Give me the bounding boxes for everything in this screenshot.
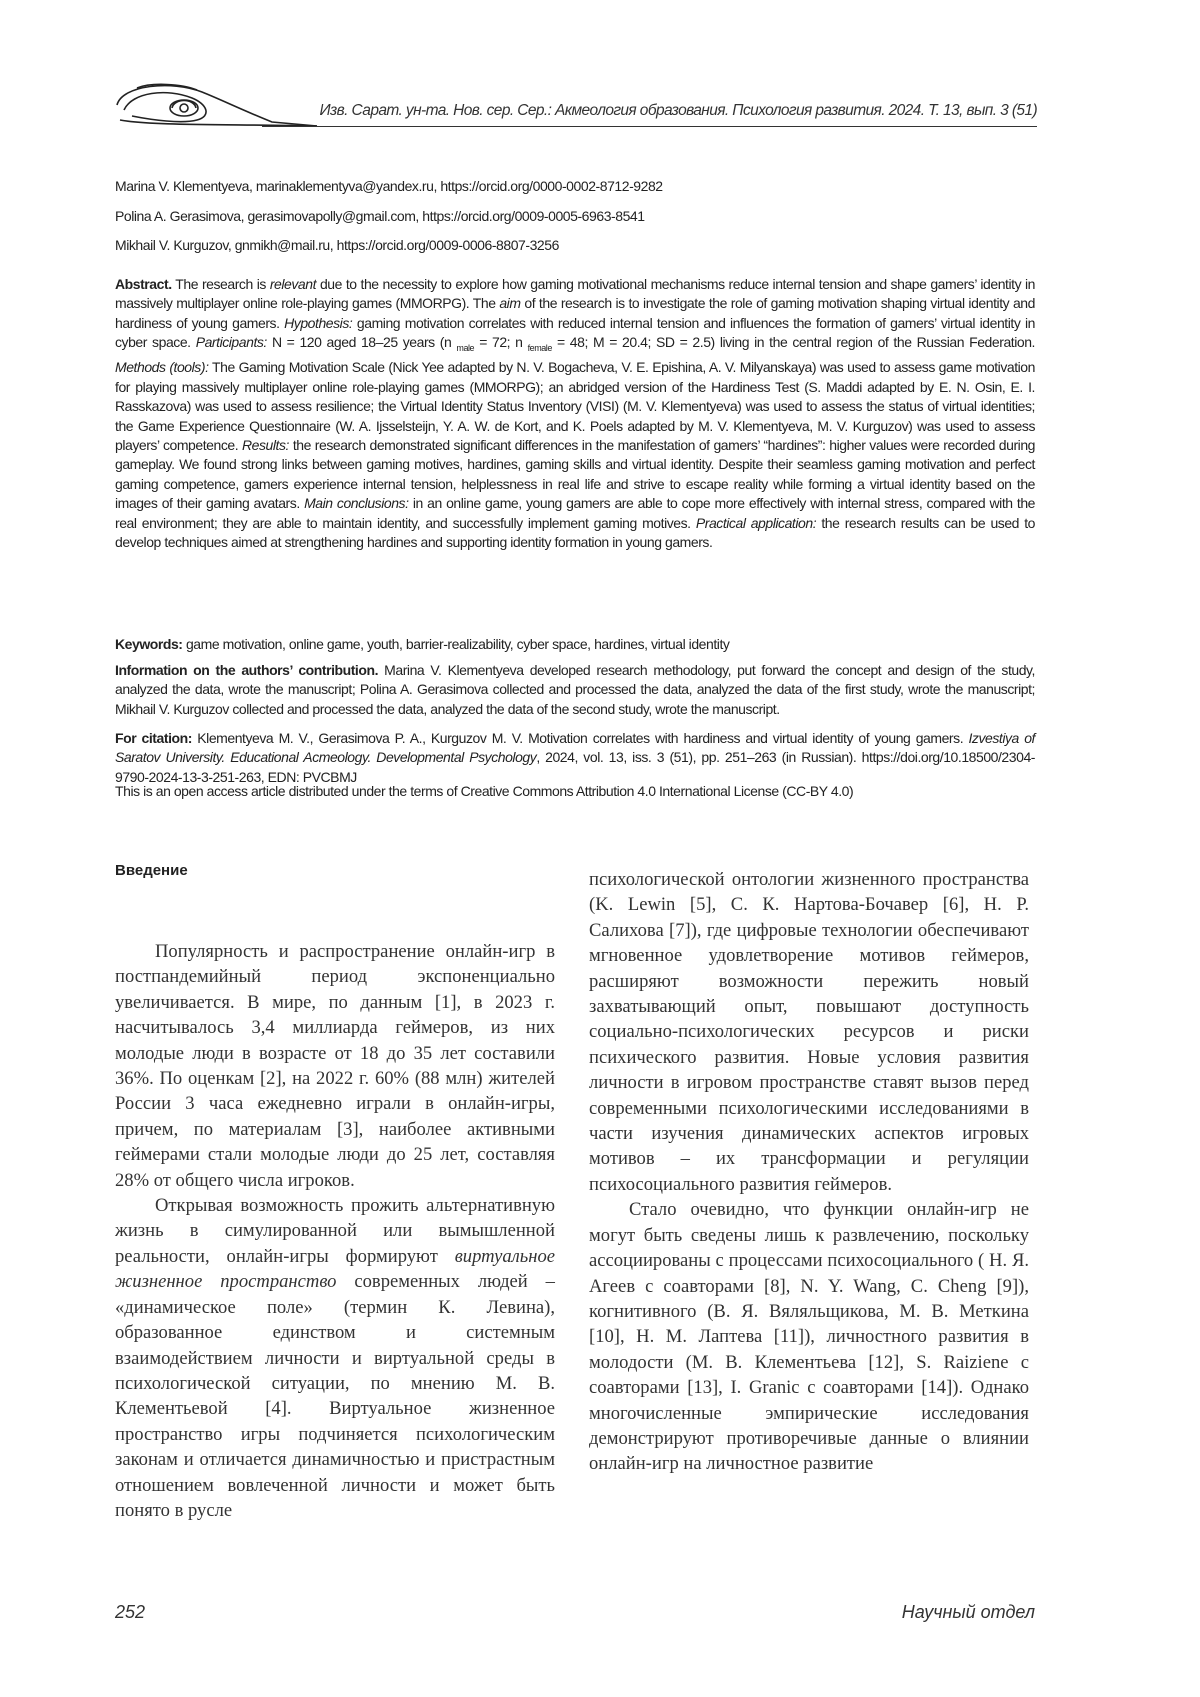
subscript-text: female [527, 343, 552, 354]
text-run: of the research is to investigate the role of gaming motivation shaping virtual identity and hardiness of young gamers. [115, 295, 1035, 331]
author-list [115, 172, 1035, 261]
text-run: the research demonstrated significant differences in the manifestation of gamers’ “hardines”: higher values were recorded during gameplay. We found strong links between gaming motives, hardines, gaming skills and virtual identity. Despite their seamless gaming motivation and perfect gaming competence, gamers experience internal tension, helplessness in real life and strive to escape reality while forming a virtual identity based on the images of their gaming avatars. [115, 437, 1035, 512]
label-text: Abstract. [115, 276, 172, 292]
text-run: The Gaming Motivation Scale (Nick Yee adapted by N. V. Bogacheva, V. E. Epishina, A. V. Milyanskaya) was used to assess game motivation for playing massively multiplayer online role-playing games (MMORPG); an abridged version of the Hardiness Test (S. Maddi adapted by E. N. Osin, E. I. Rasskazova) was used to assess resilience; the Virtual Identity Status Inventory (VISI) (M. V. Klementyeva) was used to assess the status of virtual identities; the Game Experience Questionnaire (W. A. Ijsselsteijn, Y. A. W. de Kort, and K. Poels adapted by M. V. Klementyeva, M. V. Kurguzov) was used to assess players’ competence. [115, 359, 1035, 454]
text-run: game motivation, online game, youth, barrier-realizability, cyber space, hardines, virtual identity [182, 636, 730, 652]
author-line: Mikhail V. Kurguzov, gnmikh@mail.ru, https://orcid.org/0009-0006-8807-3256 [115, 237, 559, 253]
label-text: For citation: [115, 730, 192, 746]
journal-ornament-logo [112, 80, 322, 130]
header-rule [262, 126, 1037, 127]
emphasis-text: Main conclusions: [304, 495, 409, 512]
text-run: the research results can be used to develop techniques aimed at strengthening hardines and supporting identity formation in young gamers. [115, 514, 1036, 551]
authors-contribution [115, 661, 1035, 719]
text-run: in an online game, young gamers are able to cope more effectively with internal stress, compared with the real environment; they are able to maintain identity, and successfully implement gaming motives. [115, 495, 1035, 531]
body-paragraph [589, 867, 1029, 1197]
running-header [112, 80, 1037, 130]
keywords [115, 635, 1035, 654]
author-line: Polina A. Gerasimova, gerasimovapolly@gmail.com, https://orcid.org/0009-0005-6963-8541 [115, 207, 645, 224]
emphasis-text: Results: [242, 437, 289, 454]
text-run: психологической онтологии жизненного пространства (K. Lewin [5], С. К. Нартова-Бочавер [6], Н. Р. Салихова [7]), где цифровые технологии обеспечивают мгновенное удовлетворение мотивов геймеров, расширяют возможности пережить новый захватывающий опыт, повышают доступность социально-психологических ресурсов и риски психического развития. Новые условия развития личности в игровом пространстве ставят вызов перед современными психологическими исследованиями в части изучения динамических аспектов игровых мотивов – их трансформации и регуляции психосоциального развития геймеров. [589, 869, 1029, 1195]
subscript-text: male [456, 343, 475, 354]
emphasis-text: Practical application: [695, 514, 817, 531]
text-run: Открывая возможность прожить альтернативную жизнь в симулированной или вымышленной реальности, онлайн-игры формируют [115, 1195, 555, 1267]
section-heading: Введение [115, 862, 188, 879]
label-text: Information on the authors’ contribution. [115, 662, 379, 678]
body-paragraph [115, 939, 555, 1193]
text-run: современных людей – «динамическое поле» (термин К. Левина), образованное единством и системным взаимодействием личности и виртуальной среды в психологической ситуации, по мнению М. В. Клементьевой [4]. Виртуальное жизненное пространство игры подчиняется психологическим законам и отличается динамичностью и пристрастным отношением вовлеченной личности и может быть понято в русле [115, 1271, 555, 1521]
body-column-right [589, 867, 1029, 1477]
emphasis-text: relevant [269, 276, 317, 292]
emphasis-text: Hypothesis: [284, 314, 353, 331]
body-paragraph [115, 1193, 555, 1523]
text-run: The research is [171, 276, 270, 292]
label-text: Keywords: [115, 636, 183, 652]
emphasis-text: aim [499, 295, 521, 312]
text-run: = 72; n [474, 334, 528, 351]
text-run: , 2024, vol. 13, iss. 3 (51), pp. 251–263 (in Russian). https://doi.org/10.18500/2304-9790-2024-13-3-251-263, EDN: PVCBMJ [115, 749, 1035, 785]
citation [115, 729, 1035, 787]
abstract [115, 275, 1035, 552]
emphasis-text: Methods (tools): [115, 359, 209, 376]
journal-title: Изв. Сарат. ун-та. Нов. сер. Сер.: Акмеология образования. Психология развития. 2024. Т. 13, вып. 3 (51) [319, 102, 1037, 119]
section-name: Научный отдел [901, 1602, 1035, 1622]
text-run: Стало очевидно, что функции онлайн-игр не могут быть сведены лишь к развлечению, поскольку ассоциированы с процессами психосоциального ( Н. Я. Агеев с соавторами [8], N. Y. Wang, C. Cheng [9]), когнитивного (В. Я. Вяляльщикова, М. В. Меткина [10], Н. М. Лаптева [11]), личностного развития в молодости (М. В. Клементьева [12], S. Raiziene с соавторами [13], I. Granic с соавторами [14]). Однако многочисленные эмпирические исследования демонстрируют противоречивые данные о влиянии онлайн-игр на личностное развитие [589, 1199, 1029, 1475]
emphasis-text: Participants: [195, 334, 267, 351]
license-notice: This is an open access article distributed under the terms of Creative Commons Attribution 4.0 International License (CC-BY 4.0) [115, 783, 854, 799]
emphasis-text: Izvestiya of Saratov University. Educational Acmeology. Developmental Psychology [115, 730, 1035, 766]
emphasis-text: виртуальное жизненное пространство [115, 1245, 555, 1293]
body-column-left [115, 894, 555, 1523]
text-run: = 48; M = 20.4; SD = 2.5) living in the central region of the Russian Federation. [551, 334, 1035, 351]
text-run: Популярность и распространение онлайн-игр в постпандемийный период экспоненциально увеличивается. В мире, по данным [1], в 2023 г. насчитывалось 3,4 миллиарда геймеров, из них молодые люди в возрасте от 18 до 35 лет составили 36%. По оценкам [2], на 2022 г. 60% (88 млн) жителей России 3 часа ежедневно играли в онлайн-игры, причем, по материалам [3], наиболее активными геймерами стали молодые люди до 25 лет, составляя 28% от общего числа игроков. [115, 941, 555, 1191]
text-run: gaming motivation correlates with reduced internal tension and influences the formation of gamers’ virtual identity in cyber space. [115, 314, 1035, 351]
text-run: Marina V. Klementyeva developed research methodology, put forward the concept and design of the study, analyzed the data, wrote the manuscript; Polina A. Gerasimova collected and processed the data, analyzed the data of the first study, wrote the manuscript; Mikhail V. Kurguzov collected and processed the data, analyzed the data of the second study, wrote the manuscript. [115, 662, 1036, 717]
author-line: Marina V. Klementyeva, marinaklementyva@yandex.ru, https://orcid.org/0000-0002-8712-9282 [115, 178, 663, 194]
text-run: Klementyeva M. V., Gerasimova P. A., Kurguzov M. V. Motivation correlates with hardiness and virtual identity of young gamers. [191, 730, 969, 746]
text-run: N = 120 aged 18–25 years (n [266, 334, 457, 351]
page-number: 252 [115, 1602, 146, 1622]
text-run: due to the necessity to explore how gaming motivational mechanisms reduce internal tension and shape gamers’ identity in massively multiplayer online role-playing games (MMORPG). The [115, 276, 1036, 312]
body-paragraph [589, 1197, 1029, 1476]
